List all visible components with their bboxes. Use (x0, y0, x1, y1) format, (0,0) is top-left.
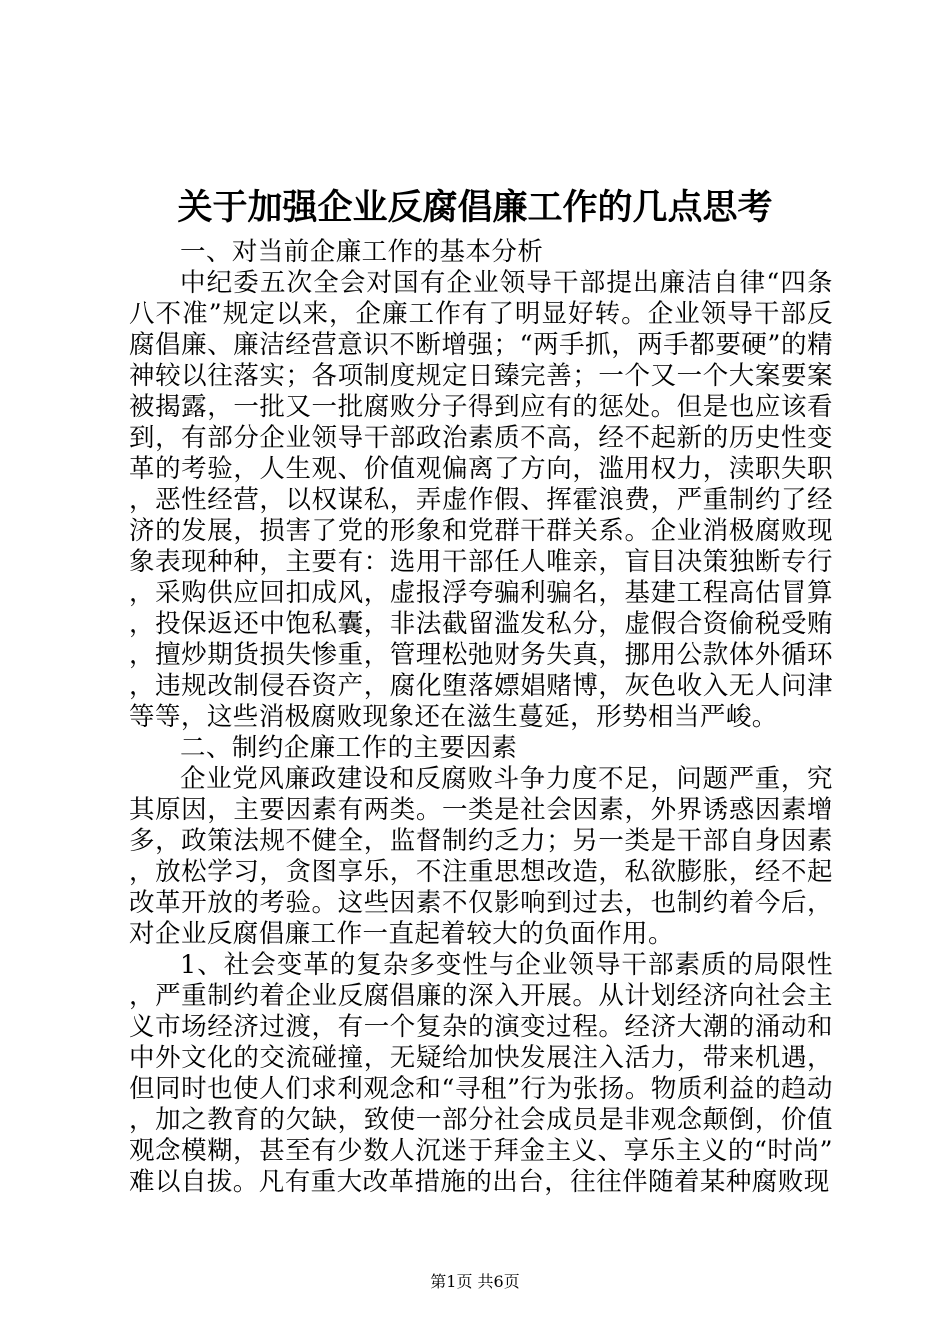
paragraph-3: 1、社会变革的复杂多变性与企业领导干部素质的局限性，严重制约着企业反腐倡廉的深入开展。从计划经济向社会主义市场经济过渡，有一个复杂的演变过程。经济大潮的涌动和中外文化的交流碰撞，无疑给加快发展注入活力，带来机遇，但同时也使人们求利观念和“寻租”行为张扬。物质利益的趋动，加之教育的欠缺，致使一部分社会成员是非观念颠倒，价值观念模糊，甚至有少数人沉迷于拜金主义、享乐主义的“时尚”难以自拔。凡有重大改革措施的出台，往往伴随着某种腐败现 (129, 950, 833, 1197)
page-number-footer: 第1页 共6页 (430, 1272, 520, 1291)
paragraph-1: 中纪委五次全会对国有企业领导干部提出廉洁自律“四条八不准”规定以来，企廉工作有了明显好转。企业领导干部反腐倡廉、廉洁经营意识不断增强；“两手抓，两手都要硬”的精神较以往落实；各项制度规定日臻完善；一个又一个大案要案被揭露，一批又一批腐败分子得到应有的惩处。但是也应该看到，有部分企业领导干部政治素质不高，经不起新的历史性变革的考验，人生观、价值观偏离了方向，滥用权力，渎职失职，恶性经营，以权谋私，弄虚作假、挥霍浪费，严重制约了经济的发展，损害了党的形象和党群干群关系。企业消极腐败现象表现种种，主要有：选用干部任人唯亲，盲目决策独断专行，采购供应回扣成风，虚报浮夸骗利骗名，基建工程高估冒算，投保返还中饱私囊，非法截留滥发私分，虚假合资偷税受贿，擅炒期货损失惨重，管理松弛财务失真，挪用公款体外循环，违规改制侵吞资产，腐化堕落嫖娼赌博，灰色收入无人问津等等，这些消极腐败现象还在滋生蔓延，形势相当严峻。 (129, 268, 833, 732)
paragraph-2: 企业党风廉政建设和反腐败斗争力度不足，问题严重，究其原因，主要因素有两类。一类是社会因素，外界诱惑因素增多，政策法规不健全，监督制约乏力；另一类是干部自身因素，放松学习，贪图享乐，不注重思想改造，私欲膨胀，经不起改革开放的考验。这些因素不仅影响到过去，也制约着今后，对企业反腐倡廉工作一直起着较大的负面作用。 (129, 764, 833, 949)
section-heading-2: 二、制约企廉工作的主要因素 (180, 733, 518, 763)
document-body (129, 237, 833, 1198)
section-heading-1: 一、对当前企廉工作的基本分析 (180, 237, 544, 267)
document-title: 关于加强企业反腐倡廉工作的几点思考 (177, 187, 773, 228)
